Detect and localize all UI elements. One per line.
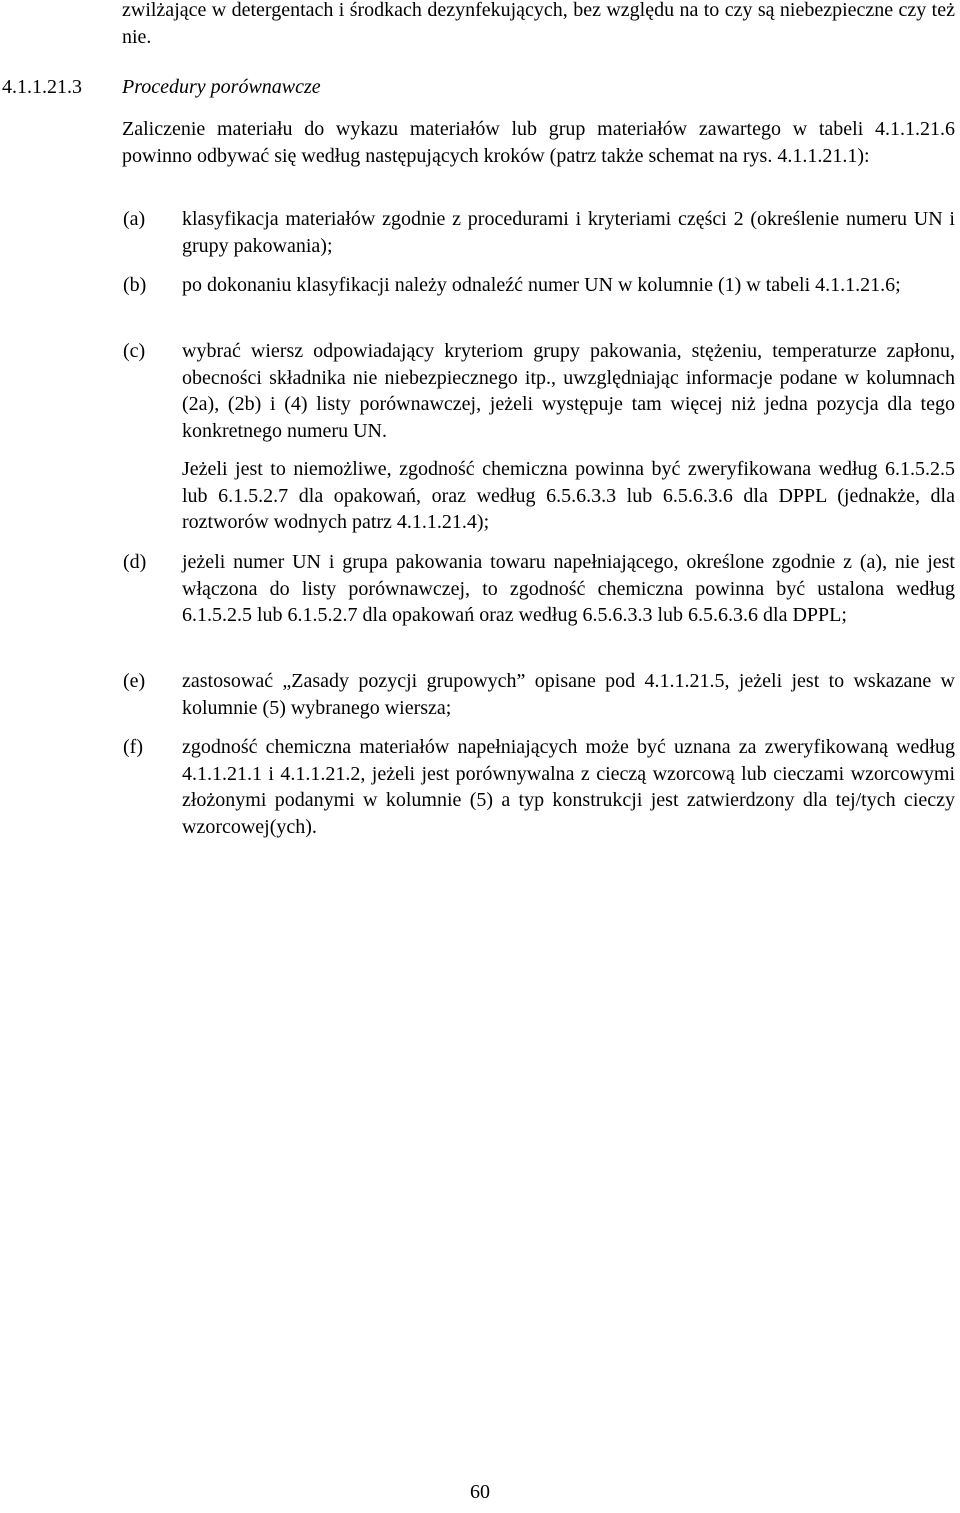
item-label: (b) [123,274,147,296]
item-text: zastosować „Zasady pozycji grupowych” opisane pod 4.1.1.21.5, jeżeli jest to wskazane w kolumnie (5) wybranego wiersza; [182,670,955,719]
item-label: (e) [123,670,146,692]
item-extra-paragraph: Jeżeli jest to niemożliwe, zgodność chemiczna powinna być zweryfikowana według 6.1.5.2.5 lub 6.1.5.2.7 dla opakowań, oraz według 6.5.6.3.3 lub 6.5.6.3.6 dla DPPL (jednakże, dla roztworów wodnych patrz 4.1.1.21.4); [182,458,955,533]
item-label: (f) [123,736,143,758]
item-text: wybrać wiersz odpowiadający kryteriom grupy pakowania, stężeniu, temperaturze zapłonu, obecności składnika nie niebezpiecznego itp., uwzględniając informacje podane w kolumnach (2a), (2b) i (4) listy porównawczej, jeżeli występuje tam więcej niż jedna pozycja dla tego konkretnego numeru UN. [182,340,955,442]
item-label: (a) [123,208,146,230]
item-label: (c) [123,340,146,362]
section-number: 4.1.1.21.3 [2,76,82,98]
item-text: po dokonaniu klasyfikacji należy odnaleźć numer UN w kolumnie (1) w tabeli 4.1.1.21.6; [182,274,901,296]
item-label: (d) [123,551,147,573]
item-text: zgodność chemiczna materiałów napełniających może być uznana za zweryfikowaną według 4.1.1.21.1 i 4.1.1.21.2, jeżeli jest porównywalna z cieczą wzorcową lub cieczami wzorcowymi złożonymi podanymi w kolumnie (5) a typ konstrukcji jest zatwierdzony dla tej/tych cieczy wzorcowej(ych). [182,736,955,838]
item-text: klasyfikacja materiałów zgodnie z procedurami i kryteriami części 2 (określenie numeru UN i grupy pakowania); [182,208,955,257]
item-text: jeżeli numer UN i grupa pakowania towaru napełniającego, określone zgodnie z (a), nie jest włączona do listy porównawczej, to zgodność chemiczna powinna być ustalona według 6.1.5.2.5 lub 6.1.5.2.7 dla opakowań oraz według 6.5.6.3.3 lub 6.5.6.3.6 dla DPPL; [182,551,955,626]
section-title: Procedury porównawcze [122,76,321,98]
page-number: 60 [470,1481,490,1503]
intro-paragraph: Zaliczenie materiału do wykazu materiałów lub grup materiałów zawartego w tabeli 4.1.1.21.6 powinno odbywać się według następujących kroków (patrz także schemat na rys. 4.1.1.21.1): [122,118,955,167]
continuation-paragraph: zwilżające w detergentach i środkach dezynfekujących, bez względu na to czy są niebezpieczne czy też nie. [122,0,955,48]
